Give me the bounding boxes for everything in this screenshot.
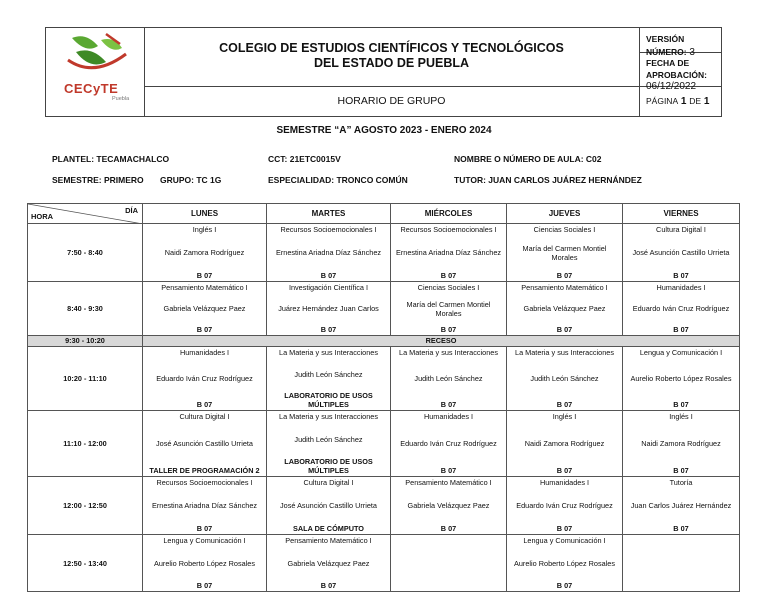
teacher-name: Gabriela Velázquez Paez [163, 304, 246, 313]
subject-text: Pensamiento Matemático I [285, 536, 372, 545]
schedule-cell [391, 411, 507, 477]
subject-text: Humanidades I [423, 412, 474, 421]
teacher-name: Aurelio Roberto López Rosales [630, 374, 732, 383]
schedule-cell [507, 347, 623, 411]
room-label: B 07 [196, 524, 213, 533]
schedule-cell [623, 535, 740, 592]
room-label: B 07 [320, 581, 337, 590]
title-line-2: DEL ESTADO DE PUEBLA [313, 56, 470, 70]
schedule-table [27, 203, 740, 592]
teacher-name: José Asunción Castillo Urrieta [632, 248, 730, 257]
subject-text: Humanidades I [656, 283, 706, 292]
subject-text: Recursos Socioemocionales I [400, 225, 497, 234]
teacher-name: Gabriela Velázquez Paez [523, 304, 606, 313]
schedule-cell [391, 224, 507, 282]
document-subtitle-cell [144, 86, 640, 116]
corner-hora-label: HORA [31, 212, 54, 221]
schedule-cell [623, 282, 740, 336]
time-slot: 7:50 - 8:40 [28, 224, 143, 282]
room-label: B 07 [556, 524, 573, 533]
teacher-name: Eduardo Iván Cruz Rodríguez [632, 304, 730, 313]
schedule-cell [143, 535, 267, 592]
room-label: B 07 [673, 325, 689, 334]
teacher-name: María del Carmen Montiel Morales [522, 243, 607, 262]
subject-text: Tutoría [669, 478, 693, 487]
table-row [28, 477, 740, 535]
subject-text: Pensamiento Matemático I [521, 283, 608, 292]
page-total: 1 [703, 96, 710, 107]
logo-subtext: Puebla [112, 96, 130, 102]
semestre-info: SEMESTRE: PRIMERO [52, 175, 144, 185]
table-row [28, 411, 740, 477]
schedule-cell [623, 411, 740, 477]
schedule-cell [507, 535, 623, 592]
schedule-cell [507, 282, 623, 336]
title-line-1: COLEGIO DE ESTUDIOS CIENTÍFICOS Y TECNOLÓGICOS [219, 41, 564, 55]
room-label: B 07 [196, 271, 213, 280]
table-row [28, 347, 740, 411]
time-slot: 12:50 - 13:40 [28, 535, 143, 592]
schedule-cell [391, 477, 507, 535]
page-of: DE [689, 96, 702, 106]
schedule-cell [391, 347, 507, 411]
especialidad-info: ESPECIALIDAD: TRONCO COMÚN [268, 175, 408, 185]
corner-dia-label: DÍA [125, 206, 138, 215]
teacher-name: José Asunción Castillo Urrieta [280, 501, 377, 510]
page-label: PÁGINA [646, 96, 679, 106]
subject-text: Recursos Socioemocionales I [156, 478, 253, 487]
version-value: 3 [689, 47, 695, 58]
subject-text: La Materia y sus Interacciones [279, 412, 378, 421]
institution-title [144, 28, 640, 87]
schedule-cell [507, 224, 623, 282]
page-number: 1 [680, 96, 687, 107]
cct-info: CCT: 21ETC0015V [268, 154, 341, 164]
plantel-info: PLANTEL: TECAMACHALCO [52, 154, 170, 164]
room-label: LABORATORIO DE USOS MÚLTIPLES [284, 457, 373, 475]
room-label: SALA DE CÓMPUTO [293, 524, 364, 533]
document-subtitle: HORARIO DE GRUPO [337, 95, 446, 107]
room-label: B 07 [320, 271, 337, 280]
time-slot: 11:10 - 12:00 [28, 411, 143, 477]
schedule-cell [143, 477, 267, 535]
approval-date-cell [640, 52, 722, 92]
schedule-cell [143, 411, 267, 477]
schedule-cell [623, 477, 740, 535]
schedule-cell [623, 347, 740, 411]
teacher-name: Judith León Sánchez [414, 374, 483, 383]
room-label: B 07 [556, 325, 573, 334]
schedule-cell [391, 282, 507, 336]
subject-text: La Materia y sus Interacciones [399, 348, 498, 357]
teacher-name: Eduardo Iván Cruz Rodríguez [400, 439, 497, 448]
teacher-name: Juárez Hernández Juan Carlos [278, 304, 379, 313]
subject-text: La Materia y sus Interacciones [515, 348, 614, 357]
schedule-cell [267, 347, 391, 411]
subject-text: Cultura Digital I [303, 478, 354, 487]
teacher-name: María del Carmen Montiel Morales [406, 299, 491, 318]
table-row [28, 535, 740, 592]
teacher-name: Juan Carlos Juárez Hernández [630, 501, 732, 510]
logo-cell [46, 28, 145, 116]
teacher-name: Gabriela Velázquez Paez [287, 558, 370, 568]
subject-text: La Materia y sus Interacciones [279, 348, 378, 357]
room-label: B 07 [673, 524, 689, 533]
schedule-cell [391, 535, 507, 592]
room-label: B 07 [440, 271, 457, 280]
teacher-name: Naidi Zamora Rodríguez [641, 439, 721, 448]
teacher-name: Eduardo Iván Cruz Rodríguez [156, 374, 253, 383]
teacher-name: Ernestina Ariadna Díaz Sánchez [275, 248, 382, 257]
subject-text: Inglés I [552, 412, 577, 421]
subject-text: Lengua y Comunicación I [523, 536, 606, 545]
schedule-cell [143, 347, 267, 411]
room-label: B 07 [556, 271, 573, 280]
day-header-lunes: LUNES [143, 204, 267, 224]
day-header-miercoles: MIÉRCOLES [391, 204, 507, 224]
schedule-cell [267, 224, 391, 282]
schedule-cell [143, 282, 267, 336]
schedule-cell [143, 224, 267, 282]
teacher-name: Naidi Zamora Rodríguez [524, 439, 605, 448]
room-label: B 07 [673, 400, 689, 409]
recess-time: 9:30 - 10:20 [28, 336, 143, 347]
room-label: B 07 [440, 524, 457, 533]
room-label: B 07 [196, 325, 213, 334]
teacher-name: Judith León Sánchez [294, 434, 363, 444]
schedule-cell [267, 535, 391, 592]
day-header-martes: MARTES [267, 204, 391, 224]
schedule-cell [623, 224, 740, 282]
schedule-cell [267, 411, 391, 477]
subject-text: Pensamiento Matemático I [405, 478, 492, 487]
teacher-name: Ernestina Ariadna Díaz Sánchez [151, 501, 258, 510]
subject-text: Investigación Científica I [288, 283, 369, 292]
approval-date-label: FECHA DE APROBACIÓN: [646, 58, 707, 80]
semester-title: SEMESTRE “A” AGOSTO 2023 - ENERO 2024 [276, 125, 492, 136]
subject-text: Inglés I [192, 225, 217, 234]
subject-text: Ciencias Sociales I [417, 283, 480, 292]
schedule-cell [507, 477, 623, 535]
teacher-name: Gabriela Velázquez Paez [407, 501, 490, 510]
time-slot: 10:20 - 11:10 [28, 347, 143, 411]
room-label: B 07 [196, 581, 213, 590]
recess-label: RECESO [143, 336, 740, 347]
teacher-name: Judith León Sánchez [294, 369, 363, 379]
room-label: B 07 [556, 400, 573, 409]
day-header-viernes: VIERNES [623, 204, 740, 224]
teacher-name: Naidi Zamora Rodríguez [164, 248, 245, 257]
version-label: VERSIÓN NÚMERO: [646, 34, 687, 57]
subject-text: Ciencias Sociales I [533, 225, 596, 234]
aula-info: NOMBRE O NÚMERO DE AULA: C02 [454, 154, 602, 164]
subject-text: Humanidades I [179, 348, 230, 357]
time-slot: 8:40 - 9:30 [28, 282, 143, 336]
document-header [45, 27, 722, 117]
room-label: B 07 [196, 400, 213, 409]
schedule-cell [507, 411, 623, 477]
subject-text: Cultura Digital I [656, 225, 706, 234]
teacher-name: Ernestina Ariadna Díaz Sánchez [395, 248, 502, 257]
room-label: B 07 [440, 466, 457, 475]
room-label: B 07 [320, 325, 337, 334]
table-row [28, 224, 740, 282]
tutor-info: TUTOR: JUAN CARLOS JUÁREZ HERNÁNDEZ [454, 175, 642, 185]
schedule-cell [267, 477, 391, 535]
subject-text: Lengua y Comunicación I [163, 536, 246, 545]
room-label: B 07 [440, 400, 457, 409]
logo-text: CECyTE [64, 81, 119, 96]
room-label: LABORATORIO DE USOS MÚLTIPLES [284, 391, 373, 409]
version-cell [640, 28, 722, 58]
teacher-name: Aurelio Roberto López Rosales [514, 558, 615, 568]
schedule-header-row [28, 204, 740, 224]
subject-text: Pensamiento Matemático I [161, 283, 248, 292]
teacher-name: Judith León Sánchez [530, 374, 599, 383]
room-label: B 07 [440, 325, 457, 334]
room-label: TALLER DE PROGRAMACIÓN 2 [149, 466, 260, 475]
page-cell [640, 86, 722, 116]
table-row [28, 282, 740, 336]
teacher-name: José Asunción Castillo Urrieta [156, 439, 253, 448]
subject-text: Lengua y Comunicación I [639, 348, 723, 357]
room-label: B 07 [673, 466, 689, 475]
room-label: B 07 [556, 466, 573, 475]
day-header-jueves: JUEVES [507, 204, 623, 224]
room-label: B 07 [556, 581, 573, 590]
schedule-cell [267, 282, 391, 336]
subject-text: Humanidades I [539, 478, 590, 487]
teacher-name: Eduardo Iván Cruz Rodríguez [516, 501, 613, 510]
recess-row [28, 336, 740, 347]
subject-text: Inglés I [669, 412, 693, 421]
approval-date-value: 06/12/2022 [646, 81, 697, 92]
grupo-info: GRUPO: TC 1G [160, 175, 222, 185]
time-slot: 12:00 - 12:50 [28, 477, 143, 535]
room-label: B 07 [673, 271, 689, 280]
teacher-name: Aurelio Roberto López Rosales [154, 558, 255, 568]
subject-text: Recursos Socioemocionales I [280, 225, 377, 234]
subject-text: Cultura Digital I [179, 412, 230, 421]
cecyte-logo-icon [46, 28, 144, 83]
corner-cell [28, 204, 143, 224]
